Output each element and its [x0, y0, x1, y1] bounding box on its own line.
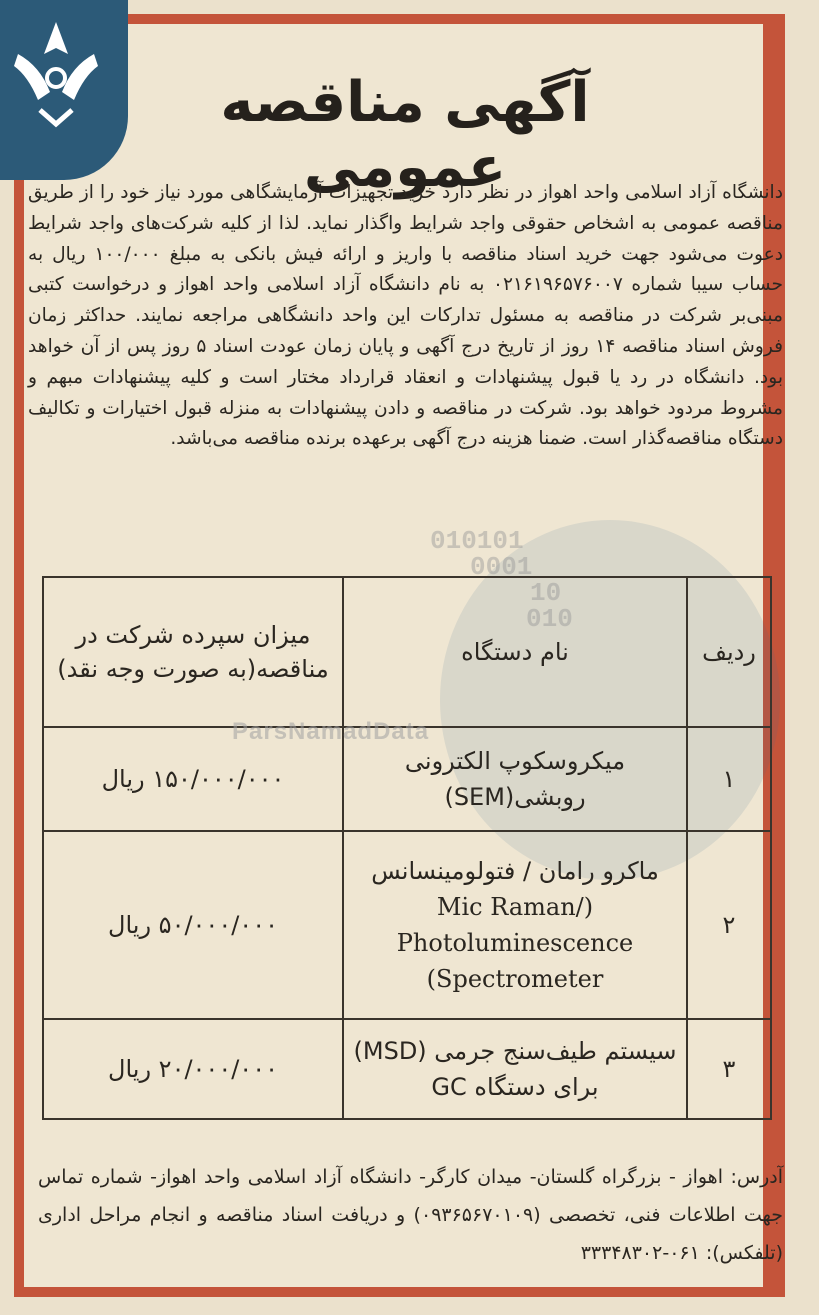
device-name-fa: سیستم طیف‌سنج جرمی (MSD) برای دستگاه GC: [353, 1037, 677, 1101]
university-logo: [0, 0, 128, 180]
deposit-amount: ۱۵۰/۰۰۰/۰۰۰ ریال: [43, 727, 343, 831]
device-name: [343, 831, 687, 1019]
device-name-fa: میکروسکوپ الکترونی روبشی(SEM): [404, 747, 626, 811]
device-name-fa: ماکرو رامان / فتولومینسانس: [371, 857, 659, 885]
university-emblem-icon: [10, 14, 102, 134]
deposit-amount: ۲۰/۰۰۰/۰۰۰ ریال: [43, 1019, 343, 1119]
ad-title: آگهی مناقصه عمومی: [220, 70, 590, 200]
watermark-digits-line: 010: [526, 604, 573, 634]
row-number: ۱: [687, 727, 771, 831]
header-device-name: نام دستگاه: [343, 577, 687, 727]
watermark-digits-line: 0001: [470, 552, 533, 582]
tender-table: [42, 576, 772, 1120]
row-number: ۳: [687, 1019, 771, 1119]
device-name: [343, 1019, 687, 1119]
table-row: [43, 831, 771, 1019]
ad-address: آدرس: اهواز - بزرگراه گلستان- میدان کارگر- دانشگاه آزاد اسلامی واحد اهواز- شماره تماس جهت اطلاعات فنی، تخصصی (۰۹۳۶۵۶۷۰۱۰۹) و دریافت اسناد مناقصه و انجام مراحل اداری (تلفکس): ۰۶۱-۳۳۳۴۸۳۰۲: [38, 1166, 784, 1264]
header-deposit: میزان سپرده شرکت در مناقصه(به صورت وجه نقد): [43, 577, 343, 727]
row-number: ۲: [687, 831, 771, 1019]
table-row: [43, 1019, 771, 1119]
table-header-row: [43, 577, 771, 727]
watermark-digits-line: 010101: [430, 526, 524, 556]
watermark-digits-line: 10: [530, 578, 562, 608]
deposit-amount: ۵۰/۰۰۰/۰۰۰ ریال: [43, 831, 343, 1019]
header-row-number: ردیف: [687, 577, 771, 727]
watermark-text: ParsNamadData: [232, 718, 430, 745]
device-name-en: Mic Raman/) Photoluminescence (Spectrometer: [396, 893, 634, 993]
ad-body-text: دانشگاه آزاد اسلامی واحد اهواز در نظر دارد خرید تجهیزات آزمایشگاهی مورد نیاز خود را از طریق مناقصه عمومی به اشخاص حقوقی واجد شرایط واگذار نماید. لذا از کلیه شرکت‌های واجد شرایط دعوت می‌شود جهت خرید اسناد مناقصه با واریز و ارائه فیش بانکی به مبلغ ۱۰۰/۰۰۰ ریال به حساب سیبا شماره ۰۲۱۶۱۹۶۵۷۶۰۰۷ به نام دانشگاه آزاد اسلامی واحد اهواز و درخواست کتبی مبنی‌بر شرکت در مناقصه به مسئول تدارکات این واحد دانشگاهی مراجعه نمایند. حداکثر زمان فروش اسناد مناقصه ۱۴ روز از تاریخ درج آگهی و پایان زمان عودت اسناد ۵ روز پس از آن خواهد بود. دانشگاه در رد یا قبول پیشنهادات و انعقاد قرارداد مختار است و کلیه پیشنهادات مبهم و مشروط مردود خواهد بود. شرکت در مناقصه و دادن پیشنهادات به منزله قبول اختیارات و تکالیف دستگاه مناقصه‌گذار است. ضمنا هزینه درج آگهی برعهده برنده مناقصه می‌باشد.: [28, 182, 784, 450]
